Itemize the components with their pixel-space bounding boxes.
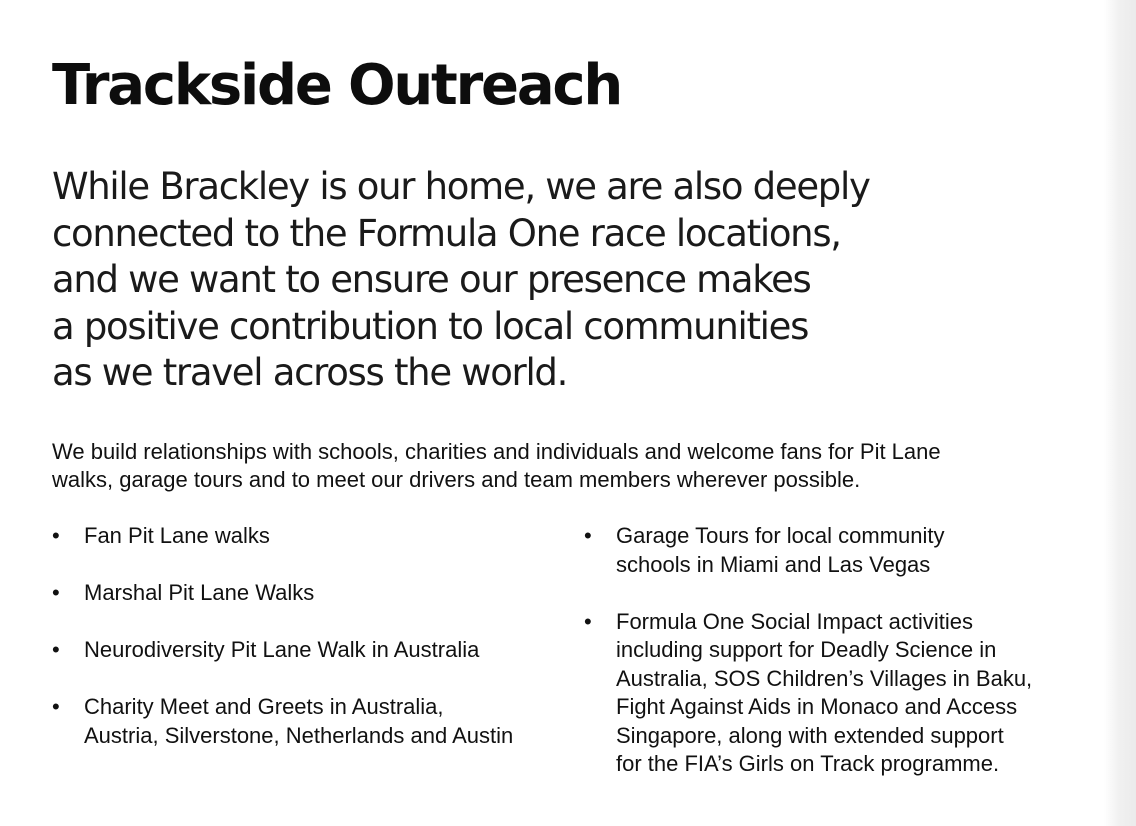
intro-statement — [52, 164, 972, 397]
list-item-text: Charity Meet and Greets in Australia, — [84, 694, 444, 719]
outreach-list-right — [584, 522, 1084, 807]
bullet-icon: • — [52, 523, 60, 548]
intro-line: as we travel across the world. — [52, 351, 568, 394]
page-edge-shadow — [1104, 0, 1136, 826]
list-item-text: Neurodiversity Pit Lane Walk in Australia — [84, 637, 480, 662]
list-item-text: Austria, Silverstone, Netherlands and Austin — [84, 722, 514, 748]
body-line: walks, garage tours and to meet our drivers and team members wherever possible. — [52, 467, 861, 492]
list-item — [584, 522, 1084, 579]
list-item-text: schools in Miami and Las Vegas — [616, 551, 931, 577]
page-title: Trackside Outreach — [52, 53, 622, 118]
body-paragraph — [52, 438, 1052, 494]
list-item-text: for the FIA’s Girls on Track programme. — [616, 751, 1000, 776]
bullet-icon: • — [52, 580, 60, 605]
bullet-icon: • — [584, 523, 592, 548]
bullet-icon: • — [52, 637, 60, 662]
list-item — [52, 522, 562, 551]
intro-line: connected to the Formula One race locations, — [52, 211, 841, 255]
list-item — [52, 636, 562, 665]
bullet-icon: • — [52, 694, 60, 719]
list-item-text: Australia, SOS Children’s Villages in Baku, — [616, 665, 1033, 691]
list-item-text: Fight Against Aids in Monaco and Access — [616, 694, 1018, 719]
list-item-text: Formula One Social Impact activities — [616, 608, 974, 634]
intro-line: and we want to ensure our presence makes — [52, 258, 811, 301]
intro-line: While Brackley is our home, we are also deeply — [52, 165, 870, 208]
intro-line: a positive contribution to local communities — [52, 304, 809, 348]
list-item-text: including support for Deadly Science in — [616, 637, 997, 662]
list-item-text: Marshal Pit Lane Walks — [84, 580, 315, 605]
list-item-text: Singapore, along with extended support — [616, 722, 1004, 748]
body-line: We build relationships with schools, charities and individuals and welcome fans for Pit Lane — [52, 439, 941, 464]
outreach-list-left — [52, 522, 562, 779]
list-item-text: Garage Tours for local community — [616, 523, 945, 548]
list-item-text: Fan Pit Lane walks — [84, 523, 270, 548]
list-item — [584, 608, 1084, 779]
bullet-icon: • — [584, 608, 592, 634]
list-item — [52, 579, 562, 608]
list-item — [52, 693, 562, 750]
